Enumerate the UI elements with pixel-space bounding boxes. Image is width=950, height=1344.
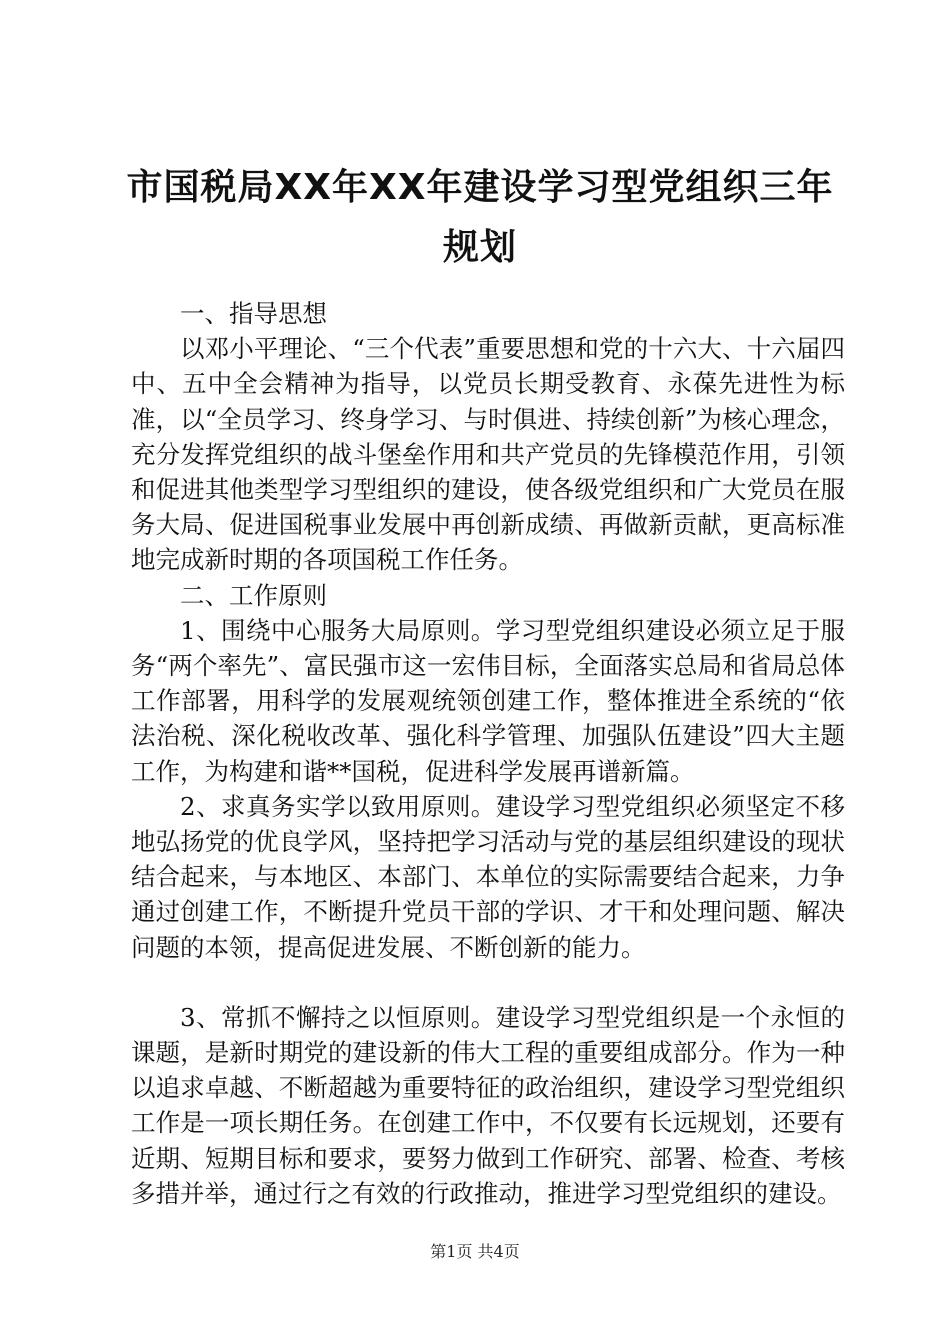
paragraph-principle-1: 1、围绕中心服务大局原则。学习型党组织建设必须立足于服务“两个率先”、富民强市这一宏伟目标，全面落实总局和省局总体工作部署，用科学的发展观统领创建工作，整体推进全系统的“依法治税、深化税收改革、强化科学管理、加强队伍建设”四大主题工作，为构建和谐**国税，促进科学发展再谱新篇。 xyxy=(131,615,845,786)
document-title: 市国税局XX年XX年建设学习型党组织三年规划 xyxy=(126,167,834,268)
section-heading-guiding-thought: 一、指导思想 xyxy=(180,299,327,328)
document-body xyxy=(131,296,845,1211)
paragraph-principle-3: 3、常抓不懈持之以恒原则。建设学习型党组织是一个永恒的课题，是新时期党的建设新的伟大工程的重要组成部分。作为一种以追求卓越、不断超越为重要特征的政治组织，建设学习型党组织工作是一项长期任务。在创建工作中，不仅要有长远规划，还要有近期、短期目标和要求，要努力做到工作研究、部署、检查、考核多措并举，通过行之有效的行政推动，推进学习型党组织的建设。 xyxy=(131,1002,845,1208)
section-heading-work-principles: 二、工作原则 xyxy=(180,580,327,610)
paragraph-principle-2: 2、求真务实学以致用原则。建设学习型党组织必须坚定不移地弘扬党的优良学风，坚持把学习活动与党的基层组织建设的现状结合起来，与本地区、本部门、本单位的实际需要结合起来，力争通过创建工作，不断提升党员干部的学识、才干和处理问题、解决问题的本领，提高促进发展、不断创新的能力。 xyxy=(131,791,845,962)
page-number-footer: 第1页 共4页 xyxy=(430,1242,520,1261)
paragraph-guiding-thought: 以邓小平理论、“三个代表”重要思想和党的十六大、十六届四中、五中全会精神为指导，以党员长期受教育、永葆先进性为标准，以“全员学习、终身学习、与时俱进、持续创新”为核心理念，充分发挥党组织的战斗堡垒作用和共产党员的先锋模范作用，引领和促进其他类型学习型组织的建设，使各级党组织和广大党员在服务大局、促进国税事业发展中再创新成绩、再做新贡献，更高标准地完成新时期的各项国税工作任务。 xyxy=(131,334,845,575)
paragraph-spacer xyxy=(131,965,845,1000)
